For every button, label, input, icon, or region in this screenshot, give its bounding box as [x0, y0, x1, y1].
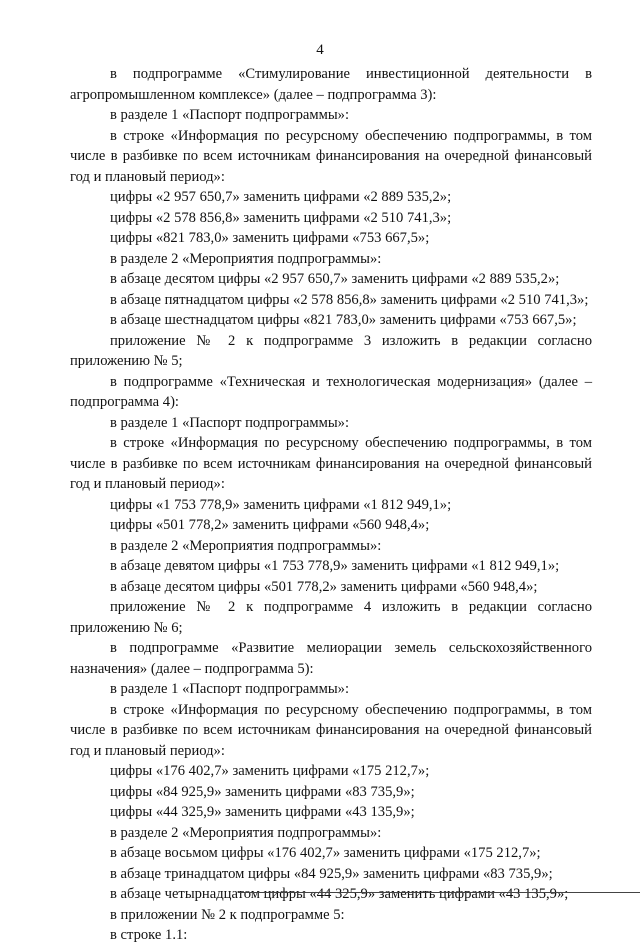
paragraph: цифры «1 753 778,9» заменить цифрами «1 812 949,1»;: [110, 496, 452, 513]
paragraph: в абзаце десятом цифры «2 957 650,7» заменить цифрами «2 889 535,2»;: [110, 271, 560, 287]
paragraph: в приложении № 2 к подпрограмме 5:: [110, 906, 345, 923]
page-number: 4: [316, 42, 324, 58]
paragraph: в разделе 1 «Паспорт подпрограммы»:: [110, 414, 350, 431]
paragraph: в разделе 2 «Мероприятия подпрограммы»:: [110, 824, 382, 841]
paragraph: цифры «44 325,9» заменить цифрами «43 135,9»;: [110, 804, 415, 820]
paragraph: в разделе 2 «Мероприятия подпрограммы»:: [110, 537, 382, 554]
paragraph: в абзаце пятнадцатом цифры «2 578 856,8» заменить цифрами «2 510 741,3»;: [110, 291, 589, 308]
paragraph: в абзаце девятом цифры «1 753 778,9» заменить цифрами «1 812 949,1»;: [110, 558, 560, 574]
document-body: [70, 64, 592, 946]
paragraph: в подпрограмме «Развитие мелиорации земель сельскохозяйственного назначения» (далее – подпрограмма 5):: [70, 640, 592, 677]
paragraph: цифры «821 783,0» заменить цифрами «753 667,5»;: [110, 230, 430, 246]
paragraph: в разделе 1 «Паспорт подпрограммы»:: [110, 681, 350, 697]
paragraph: в абзаце тринадцатом цифры «84 925,9» заменить цифрами «83 735,9»;: [110, 865, 553, 882]
paragraph: в строке «Информация по ресурсному обеспечению подпрограммы, в том числе в разбивке по всем источникам финансирования на очередной финансовый год и плановый период»:: [70, 435, 592, 492]
paragraph: в разделе 2 «Мероприятия подпрограммы»:: [110, 250, 382, 267]
paragraph: в подпрограмме «Стимулирование инвестиционной деятельности в агропромышленном комплексе» (далее – подпрограмма 3):: [70, 66, 592, 103]
paragraph: в подпрограмме «Техническая и технологическая модернизация» (далее – подпрограмма 4):: [70, 373, 592, 410]
paragraph: в абзаце шестнадцатом цифры «821 783,0» заменить цифрами «753 667,5»;: [110, 312, 577, 328]
paragraph: приложение № 2 к подпрограмме 3 изложить в редакции согласно приложению № 5;: [70, 332, 592, 369]
paragraph: цифры «2 957 650,7» заменить цифрами «2 889 535,2»;: [110, 189, 452, 205]
paragraph: приложение № 2 к подпрограмме 4 изложить в редакции согласно приложению № 6;: [70, 599, 592, 636]
paragraph: в абзаце восьмом цифры «176 402,7» заменить цифрами «175 212,7»;: [110, 845, 541, 861]
paragraph: в строке 1.1:: [110, 927, 188, 943]
paragraph: в строке «Информация по ресурсному обеспечению подпрограммы, в том числе в разбивке по всем источникам финансирования на очередной финансовый год и плановый период»:: [70, 701, 592, 759]
paragraph: в абзаце десятом цифры «501 778,2» заменить цифрами «560 948,4»;: [110, 578, 538, 595]
paragraph: в разделе 1 «Паспорт подпрограммы»:: [110, 107, 350, 123]
paragraph: в абзаце четырнадцатом цифры «44 325,9» заменить цифрами «43 135,9»;: [110, 886, 569, 902]
paragraph: в строке «Информация по ресурсному обеспечению подпрограммы, в том числе в разбивке по всем источникам финансирования на очередной финансовый год и плановый период»:: [70, 127, 592, 185]
paragraph: цифры «84 925,9» заменить цифрами «83 735,9»;: [110, 783, 415, 800]
paragraph: цифры «2 578 856,8» заменить цифрами «2 510 741,3»;: [110, 209, 452, 226]
footer-divider: [238, 892, 640, 893]
paragraph: цифры «501 778,2» заменить цифрами «560 948,4»;: [110, 517, 430, 533]
paragraph: цифры «176 402,7» заменить цифрами «175 212,7»;: [110, 763, 430, 779]
